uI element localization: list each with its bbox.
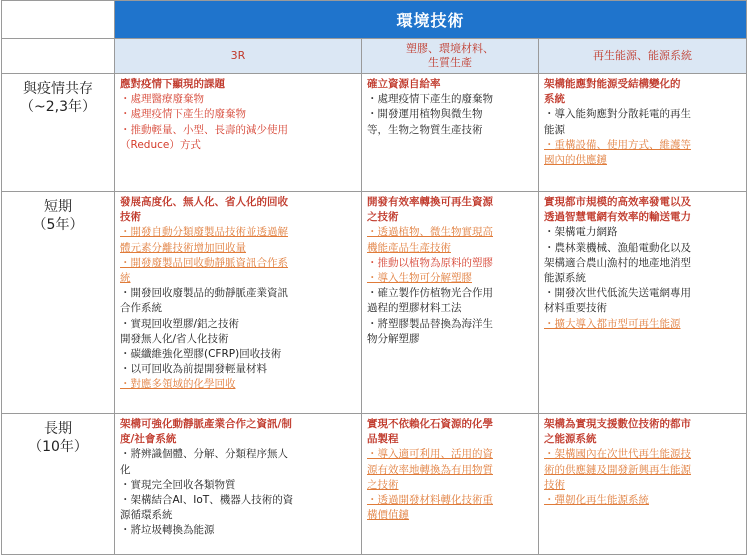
column-header-3r: 3R: [115, 39, 362, 74]
row-header-short-term: [2, 192, 115, 414]
cell-line: ・將塑膠製品替換為海洋生: [367, 317, 493, 330]
cell-line: ・擴大導入都市型可再生能源: [544, 317, 681, 330]
row-sublabel: （10年）: [28, 439, 88, 455]
cell-3r: [115, 414, 362, 555]
cell-line: ・推動輕量、小型、長壽的減少使用: [120, 123, 288, 136]
cell-line: ・處理疫情下產生的廢棄物: [367, 93, 493, 106]
cell-heading: 應對疫情下顯現的課題: [120, 78, 225, 90]
cell-line: ・推動以植物為原料的塑膠: [367, 256, 493, 269]
column-header-materials-line1: 塑膠、環境材料、: [406, 42, 494, 55]
cell-line: 統: [120, 272, 131, 285]
cell-heading: 之技術: [367, 211, 399, 224]
cell-line: 機能產品生產技術: [367, 241, 451, 254]
cell-line: ・重構設備、使用方式、維護等: [544, 138, 691, 151]
cell-line: 之技術: [367, 478, 399, 491]
cell-line: 架構適合農山漁村的地產地消型: [544, 256, 691, 269]
cell-line: ・開發自動分類廢製品技術並透過解: [120, 226, 288, 239]
cell-line: 國內的供應鏈: [544, 154, 607, 167]
cell-energy: [539, 74, 747, 192]
cell-materials: [362, 414, 539, 555]
cell-line: ・以可回收為前提開發輕量材料: [120, 363, 267, 376]
cell-materials: [362, 192, 539, 414]
cell-line: ・架構國內在次世代再生能源技: [544, 448, 691, 461]
cell-heading: 實現不依賴化石資源的化學: [367, 418, 493, 430]
cell-line: 化: [120, 463, 131, 476]
cell-heading: 開發有效率轉換可再生資源: [367, 196, 493, 208]
row-label: 長期: [44, 421, 72, 437]
cell-line: ・架構結合AI、IoT、機器人技術的資: [120, 494, 294, 507]
cell-line: ・實現完全回收各類物質: [120, 478, 236, 491]
cell-line: 過程的塑膠材料工法: [367, 302, 462, 315]
tech-roadmap-table: [1, 0, 747, 555]
cell-line: 術的供應鏈及開發新興再生能源: [544, 463, 691, 476]
cell-line: ・將垃圾轉換為能源: [120, 524, 215, 537]
cell-line: 合作系統: [120, 302, 162, 315]
cell-3r: [115, 192, 362, 414]
cell-line: ・農林業機械、漁船電動化以及: [544, 241, 691, 254]
row-sublabel: （~2,3年）: [20, 99, 96, 115]
cell-3r: [115, 74, 362, 192]
table-row-short-term: [2, 192, 747, 414]
row-label: 與疫情共存: [23, 81, 93, 97]
cell-line: ・實現回收塑膠/鋁之技術: [120, 317, 240, 330]
cell-heading: 發展高度化、無人化、省人化的回收: [120, 196, 288, 208]
column-header-energy: 再生能源、能源系統: [539, 39, 747, 74]
cell-heading: 架構能應對能源受結構變化的: [544, 78, 681, 90]
cell-heading: 架構為實現支援數位技術的都市: [544, 418, 691, 430]
cell-line: 等，生物之物質生產技術: [367, 123, 483, 136]
cell-line: ・對應多領域的化學回收: [120, 378, 236, 391]
cell-heading: 架構可強化動靜脈產業合作之資訊/制: [120, 418, 292, 430]
cell-line: ・開發回收廢製品的動靜脈產業資訊: [120, 287, 288, 300]
row-label: 短期: [44, 199, 72, 215]
cell-line: ・導入能夠應對分散耗電的再生: [544, 108, 691, 121]
cell-materials: [362, 74, 539, 192]
cell-line: ・處理疫情下產生的廢棄物: [120, 108, 246, 121]
cell-energy: [539, 414, 747, 555]
cell-heading: 實現都市規模的高效率發電以及: [544, 196, 691, 208]
table-row-long-term: [2, 414, 747, 555]
table-title: 環境技術: [115, 1, 747, 39]
cell-heading: 度/社會系統: [120, 433, 177, 446]
table-row-coexist: [2, 74, 747, 192]
cell-line: ・導入生物可分解塑膠: [367, 272, 472, 285]
row-header-long-term: [2, 414, 115, 555]
cell-line: 技術: [544, 478, 565, 491]
column-header-materials-line2: 生質生產: [428, 56, 472, 69]
cell-heading: 技術: [120, 211, 141, 224]
column-header-materials: [362, 39, 539, 74]
cell-line: ・架構電力網路: [544, 226, 618, 239]
cell-heading: 之能源系統: [544, 433, 597, 446]
cell-line: ・導入適可利用、活用的資: [367, 448, 493, 461]
cell-line: ・處理醫療廢棄物: [120, 93, 204, 106]
cell-energy: [539, 192, 747, 414]
cell-line: ・開發廢製品回收動靜脈資訊合作系: [120, 256, 288, 269]
row-sublabel: （5年）: [32, 217, 84, 233]
cell-line: ・開發運用植物與微生物: [367, 108, 483, 121]
cell-line: ・將辨識個體、分解、分類程序無人: [120, 448, 288, 461]
cell-line: ・透過開發材料轉化技術重: [367, 494, 493, 507]
cell-heading: 系統: [544, 93, 565, 106]
cell-line: 能源: [544, 123, 565, 136]
cell-line: 源循環系統: [120, 509, 173, 522]
cell-line: ・確立製作仿植物光合作用: [367, 287, 493, 300]
cell-heading: 品製程: [367, 433, 399, 446]
cell-heading: 確立資源自給率: [367, 78, 441, 90]
cell-line: ・開發次世代低流失送電網專用: [544, 287, 691, 300]
cell-line: 開發無人化/省人化技術: [120, 332, 229, 345]
corner-cell: [2, 1, 115, 39]
row-header-coexist: [2, 74, 115, 192]
cell-line: 材料重要技術: [544, 302, 607, 315]
cell-line: 能源系統: [544, 272, 586, 285]
cell-heading: 透過智慧電網有效率的輸送電力: [544, 211, 691, 224]
cell-line: 構價值鏈: [367, 509, 409, 522]
cell-line: ・透過植物、微生物實現高: [367, 226, 493, 239]
cell-line: 源有效率地轉換為有用物質: [367, 463, 493, 476]
corner-cell-2: [2, 39, 115, 74]
cell-line: 體元素分離技術增加回收量: [120, 241, 246, 254]
cell-line: ・碳纖維強化塑膠(CFRP)回收技術: [120, 348, 282, 361]
cell-line: （Reduce）方式: [120, 138, 201, 151]
cell-line: 物分解塑膠: [367, 332, 420, 345]
cell-line: ・彈韌化再生能源系統: [544, 494, 649, 507]
